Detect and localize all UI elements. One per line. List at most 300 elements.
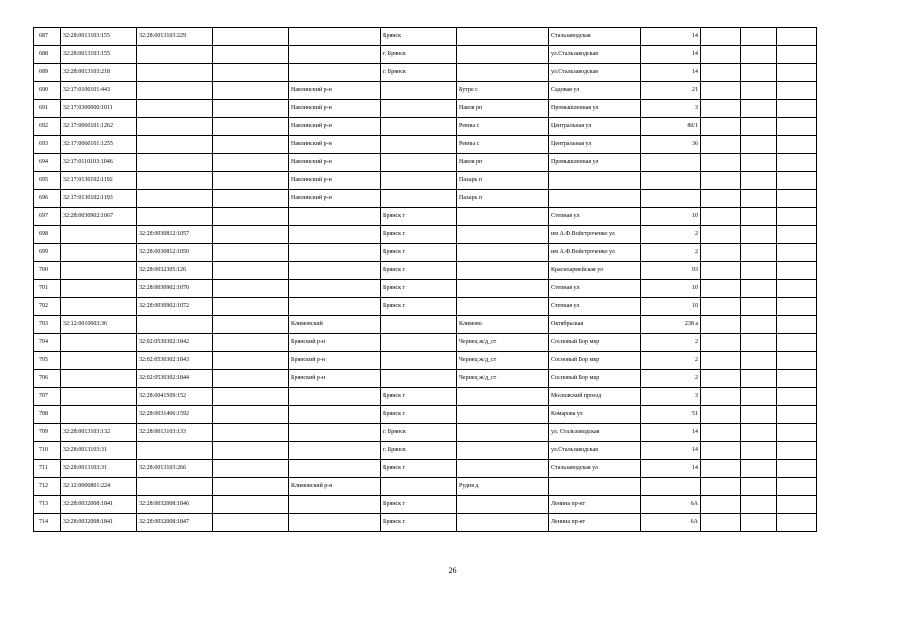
locality-cell: Пахарь п — [457, 172, 549, 190]
house-number-cell: 36 — [641, 136, 701, 154]
table-row — [34, 388, 817, 406]
extra-cell-2 — [741, 262, 777, 280]
cadastral-number-cell: 32:28:0013103:218 — [61, 64, 137, 82]
street-cell: Степная ул — [549, 280, 641, 298]
city-cell: Брянск г — [381, 280, 457, 298]
house-number-cell: 3 — [641, 388, 701, 406]
extra-cell-2 — [741, 478, 777, 496]
locality-cell — [457, 460, 549, 478]
table-row — [34, 334, 817, 352]
row-number-cell: 687 — [34, 28, 61, 46]
district-cell — [289, 262, 381, 280]
extra-cell-3 — [777, 316, 817, 334]
extra-cell-1 — [701, 46, 741, 64]
city-cell — [381, 118, 457, 136]
locality-cell: Ревны с — [457, 136, 549, 154]
cadastral-number-cell — [61, 334, 137, 352]
extra-cell-2 — [741, 316, 777, 334]
cadastral-number-cell: 32:28:0030902:1067 — [61, 208, 137, 226]
locality-cell: Чернец ж/д_ст — [457, 370, 549, 388]
street-cell — [549, 172, 641, 190]
house-number-cell: 6А — [641, 496, 701, 514]
blank-cell — [213, 424, 289, 442]
row-number-cell: 691 — [34, 100, 61, 118]
extra-cell-2 — [741, 154, 777, 172]
related-cadastral-number-cell — [137, 154, 213, 172]
house-number-cell — [641, 478, 701, 496]
table-row — [34, 496, 817, 514]
locality-cell — [457, 442, 549, 460]
extra-cell-2 — [741, 28, 777, 46]
district-cell — [289, 442, 381, 460]
house-number-cell: 14 — [641, 28, 701, 46]
table-row — [34, 406, 817, 424]
row-number-cell: 690 — [34, 82, 61, 100]
city-cell: г. Брянск — [381, 424, 457, 442]
cadastral-number-cell: 32:28:0013103:155 — [61, 46, 137, 64]
blank-cell — [213, 208, 289, 226]
cadastral-number-cell: 32:17:0300000:1011 — [61, 100, 137, 118]
blank-cell — [213, 226, 289, 244]
locality-cell — [457, 280, 549, 298]
locality-cell — [457, 298, 549, 316]
house-number-cell: 10 — [641, 280, 701, 298]
locality-cell — [457, 46, 549, 64]
locality-cell: Навля рп — [457, 154, 549, 172]
related-cadastral-number-cell: 32:28:0030902:1070 — [137, 280, 213, 298]
extra-cell-1 — [701, 280, 741, 298]
district-cell: Климовский р-н — [289, 478, 381, 496]
related-cadastral-number-cell: 32:28:0031406:1592 — [137, 406, 213, 424]
city-cell — [381, 334, 457, 352]
extra-cell-3 — [777, 226, 817, 244]
blank-cell — [213, 352, 289, 370]
district-cell: Навлинский р-н — [289, 154, 381, 172]
extra-cell-3 — [777, 46, 817, 64]
house-number-cell: 6А — [641, 514, 701, 532]
blank-cell — [213, 388, 289, 406]
related-cadastral-number-cell — [137, 118, 213, 136]
extra-cell-1 — [701, 208, 741, 226]
table-row — [34, 460, 817, 478]
street-cell: Московский проезд — [549, 388, 641, 406]
district-cell: Навлинский р-н — [289, 100, 381, 118]
blank-cell — [213, 496, 289, 514]
house-number-cell: 2 — [641, 352, 701, 370]
cadastral-number-cell: 32:12:0010603:36 — [61, 316, 137, 334]
district-cell — [289, 64, 381, 82]
district-cell: Брянский р-н — [289, 370, 381, 388]
extra-cell-3 — [777, 442, 817, 460]
table-row — [34, 442, 817, 460]
district-cell — [289, 460, 381, 478]
extra-cell-3 — [777, 136, 817, 154]
extra-cell-1 — [701, 262, 741, 280]
table-row — [34, 316, 817, 334]
row-number-cell: 698 — [34, 226, 61, 244]
district-cell — [289, 46, 381, 64]
district-cell — [289, 226, 381, 244]
house-number-cell — [641, 172, 701, 190]
city-cell: Брянск г — [381, 496, 457, 514]
extra-cell-1 — [701, 352, 741, 370]
table-row — [34, 64, 817, 82]
locality-cell: Климово — [457, 316, 549, 334]
street-cell: Центральная ул — [549, 118, 641, 136]
related-cadastral-number-cell — [137, 64, 213, 82]
street-cell: Красноармейская ул — [549, 262, 641, 280]
blank-cell — [213, 460, 289, 478]
locality-cell: Рудня д — [457, 478, 549, 496]
related-cadastral-number-cell: 32:28:0013103:229 — [137, 28, 213, 46]
house-number-cell — [641, 190, 701, 208]
cadastral-number-cell: 32:28:0032008:1841 — [61, 514, 137, 532]
extra-cell-2 — [741, 514, 777, 532]
street-cell: Промышленная ул — [549, 154, 641, 172]
extra-cell-2 — [741, 190, 777, 208]
table-row — [34, 46, 817, 64]
row-number-cell: 713 — [34, 496, 61, 514]
cadastral-number-cell — [61, 244, 137, 262]
street-cell: Стальзаводская — [549, 28, 641, 46]
row-number-cell: 705 — [34, 352, 61, 370]
extra-cell-1 — [701, 136, 741, 154]
extra-cell-3 — [777, 514, 817, 532]
locality-cell: Чернец ж/д_ст — [457, 352, 549, 370]
table-row — [34, 100, 817, 118]
street-cell: Промышленная ул — [549, 100, 641, 118]
city-cell: Брянск г — [381, 208, 457, 226]
blank-cell — [213, 64, 289, 82]
district-cell: Навлинский р-н — [289, 118, 381, 136]
locality-cell — [457, 244, 549, 262]
city-cell: Брянск г — [381, 226, 457, 244]
blank-cell — [213, 442, 289, 460]
table-row — [34, 172, 817, 190]
blank-cell — [213, 82, 289, 100]
city-cell: Брянск г — [381, 460, 457, 478]
table-row — [34, 190, 817, 208]
cadastral-number-cell — [61, 280, 137, 298]
house-number-cell: 2 — [641, 244, 701, 262]
extra-cell-1 — [701, 388, 741, 406]
district-cell — [289, 280, 381, 298]
district-cell — [289, 298, 381, 316]
extra-cell-2 — [741, 226, 777, 244]
row-number-cell: 699 — [34, 244, 61, 262]
extra-cell-3 — [777, 154, 817, 172]
extra-cell-3 — [777, 100, 817, 118]
district-cell: Климовский — [289, 316, 381, 334]
table-row — [34, 370, 817, 388]
extra-cell-2 — [741, 46, 777, 64]
table-row — [34, 136, 817, 154]
house-number-cell: 10 — [641, 208, 701, 226]
cadastral-number-cell: 32:28:0013103:31 — [61, 460, 137, 478]
extra-cell-2 — [741, 496, 777, 514]
extra-cell-1 — [701, 442, 741, 460]
locality-cell: Бутре с — [457, 82, 549, 100]
extra-cell-3 — [777, 406, 817, 424]
table-row — [34, 118, 817, 136]
street-cell: Комарова ул — [549, 406, 641, 424]
extra-cell-2 — [741, 208, 777, 226]
cadastral-number-cell: 32:17:0100101:443 — [61, 82, 137, 100]
district-cell: Навлинский р-н — [289, 172, 381, 190]
street-cell: ул.Стальзаводская — [549, 46, 641, 64]
table-row — [34, 208, 817, 226]
table-row — [34, 154, 817, 172]
extra-cell-2 — [741, 298, 777, 316]
extra-cell-1 — [701, 514, 741, 532]
city-cell — [381, 172, 457, 190]
row-number-cell: 704 — [34, 334, 61, 352]
district-cell — [289, 388, 381, 406]
blank-cell — [213, 280, 289, 298]
extra-cell-1 — [701, 154, 741, 172]
related-cadastral-number-cell — [137, 478, 213, 496]
street-cell: Сосновый Бор мкр — [549, 352, 641, 370]
row-number-cell: 697 — [34, 208, 61, 226]
row-number-cell: 695 — [34, 172, 61, 190]
extra-cell-3 — [777, 244, 817, 262]
extra-cell-2 — [741, 280, 777, 298]
table-row — [34, 478, 817, 496]
street-cell: Садовая ул — [549, 82, 641, 100]
row-number-cell: 688 — [34, 46, 61, 64]
cadastral-number-cell — [61, 262, 137, 280]
related-cadastral-number-cell: 32:02:0530302:1842 — [137, 334, 213, 352]
extra-cell-2 — [741, 334, 777, 352]
city-cell: Брянск — [381, 28, 457, 46]
extra-cell-2 — [741, 172, 777, 190]
house-number-cell: 3 — [641, 100, 701, 118]
row-number-cell: 693 — [34, 136, 61, 154]
cadastral-number-cell: 32:17:0130102:1192 — [61, 172, 137, 190]
row-number-cell: 694 — [34, 154, 61, 172]
related-cadastral-number-cell — [137, 208, 213, 226]
locality-cell — [457, 28, 549, 46]
cadastral-number-cell — [61, 352, 137, 370]
extra-cell-1 — [701, 118, 741, 136]
city-cell — [381, 352, 457, 370]
district-cell — [289, 406, 381, 424]
blank-cell — [213, 154, 289, 172]
street-cell: ул. Стальзаводская — [549, 424, 641, 442]
row-number-cell: 708 — [34, 406, 61, 424]
locality-cell — [457, 208, 549, 226]
city-cell — [381, 154, 457, 172]
city-cell — [381, 100, 457, 118]
row-number-cell: 701 — [34, 280, 61, 298]
house-number-cell: 14 — [641, 460, 701, 478]
street-cell — [549, 478, 641, 496]
table-row — [34, 28, 817, 46]
blank-cell — [213, 136, 289, 154]
locality-cell — [457, 496, 549, 514]
district-cell — [289, 424, 381, 442]
house-number-cell: 93 — [641, 262, 701, 280]
locality-cell: Чернец ж/д_ст — [457, 334, 549, 352]
related-cadastral-number-cell: 32:28:0041509:152 — [137, 388, 213, 406]
city-cell — [381, 478, 457, 496]
blank-cell — [213, 514, 289, 532]
related-cadastral-number-cell — [137, 190, 213, 208]
locality-cell — [457, 226, 549, 244]
blank-cell — [213, 262, 289, 280]
locality-cell: Ревны с — [457, 118, 549, 136]
related-cadastral-number-cell: 32:28:0032008:1846 — [137, 496, 213, 514]
table-row — [34, 280, 817, 298]
row-number-cell: 709 — [34, 424, 61, 442]
blank-cell — [213, 406, 289, 424]
extra-cell-1 — [701, 334, 741, 352]
related-cadastral-number-cell — [137, 82, 213, 100]
extra-cell-2 — [741, 136, 777, 154]
district-cell — [289, 208, 381, 226]
house-number-cell: 14 — [641, 64, 701, 82]
table-row — [34, 424, 817, 442]
district-cell: Навлинский р-н — [289, 190, 381, 208]
cadastral-number-cell: 32:28:0032008:1841 — [61, 496, 137, 514]
property-registry-table — [33, 27, 817, 532]
locality-cell — [457, 424, 549, 442]
house-number-cell: 21 — [641, 82, 701, 100]
blank-cell — [213, 370, 289, 388]
street-cell: им А.Ф.Войстроченко ул — [549, 226, 641, 244]
extra-cell-1 — [701, 478, 741, 496]
table-body — [34, 28, 817, 532]
related-cadastral-number-cell — [137, 46, 213, 64]
city-cell: г. Брянск — [381, 442, 457, 460]
cadastral-number-cell: 32:12:0000801:224 — [61, 478, 137, 496]
extra-cell-2 — [741, 460, 777, 478]
city-cell: Брянск г — [381, 514, 457, 532]
house-number-cell: 14 — [641, 442, 701, 460]
extra-cell-3 — [777, 388, 817, 406]
city-cell: Брянск г — [381, 244, 457, 262]
extra-cell-3 — [777, 262, 817, 280]
extra-cell-1 — [701, 496, 741, 514]
row-number-cell: 707 — [34, 388, 61, 406]
extra-cell-1 — [701, 226, 741, 244]
extra-cell-3 — [777, 280, 817, 298]
city-cell: Брянск г — [381, 388, 457, 406]
city-cell — [381, 190, 457, 208]
extra-cell-1 — [701, 82, 741, 100]
street-cell: Центральная ул — [549, 136, 641, 154]
extra-cell-3 — [777, 352, 817, 370]
extra-cell-1 — [701, 316, 741, 334]
extra-cell-1 — [701, 244, 741, 262]
cadastral-number-cell: 32:28:0013103:31 — [61, 442, 137, 460]
house-number-cell: 2 — [641, 370, 701, 388]
row-number-cell: 711 — [34, 460, 61, 478]
extra-cell-1 — [701, 424, 741, 442]
city-cell: Брянск г — [381, 406, 457, 424]
blank-cell — [213, 46, 289, 64]
house-number-cell: 51 — [641, 406, 701, 424]
blank-cell — [213, 244, 289, 262]
related-cadastral-number-cell: 32:02:0530302:1844 — [137, 370, 213, 388]
table-row — [34, 226, 817, 244]
extra-cell-2 — [741, 100, 777, 118]
row-number-cell: 696 — [34, 190, 61, 208]
cadastral-number-cell — [61, 298, 137, 316]
house-number-cell: 238 а — [641, 316, 701, 334]
related-cadastral-number-cell: 32:02:0530302:1843 — [137, 352, 213, 370]
locality-cell: Пахарь п — [457, 190, 549, 208]
blank-cell — [213, 172, 289, 190]
city-cell: г. Брянск — [381, 46, 457, 64]
locality-cell — [457, 388, 549, 406]
table-row — [34, 244, 817, 262]
related-cadastral-number-cell — [137, 316, 213, 334]
blank-cell — [213, 100, 289, 118]
extra-cell-3 — [777, 298, 817, 316]
table-row — [34, 352, 817, 370]
city-cell: г. Брянск — [381, 64, 457, 82]
extra-cell-3 — [777, 496, 817, 514]
house-number-cell: 2 — [641, 334, 701, 352]
related-cadastral-number-cell: 32:28:0030812:1050 — [137, 244, 213, 262]
blank-cell — [213, 334, 289, 352]
row-number-cell: 702 — [34, 298, 61, 316]
related-cadastral-number-cell: 32:28:0030902:1072 — [137, 298, 213, 316]
cadastral-number-cell — [61, 226, 137, 244]
house-number-cell: 2 — [641, 226, 701, 244]
extra-cell-2 — [741, 388, 777, 406]
table-row — [34, 514, 817, 532]
cadastral-number-cell — [61, 370, 137, 388]
cadastral-number-cell — [61, 388, 137, 406]
row-number-cell: 706 — [34, 370, 61, 388]
extra-cell-3 — [777, 460, 817, 478]
extra-cell-1 — [701, 190, 741, 208]
related-cadastral-number-cell — [137, 136, 213, 154]
row-number-cell: 692 — [34, 118, 61, 136]
street-cell: Степная ул — [549, 208, 641, 226]
city-cell: Брянск г — [381, 298, 457, 316]
street-cell: Сосновый Бор мкр — [549, 334, 641, 352]
extra-cell-3 — [777, 28, 817, 46]
street-cell: Ленина пр-кт — [549, 496, 641, 514]
extra-cell-3 — [777, 334, 817, 352]
extra-cell-3 — [777, 208, 817, 226]
extra-cell-2 — [741, 244, 777, 262]
city-cell — [381, 370, 457, 388]
row-number-cell: 714 — [34, 514, 61, 532]
city-cell — [381, 136, 457, 154]
locality-cell — [457, 406, 549, 424]
extra-cell-1 — [701, 64, 741, 82]
locality-cell — [457, 262, 549, 280]
city-cell — [381, 316, 457, 334]
extra-cell-2 — [741, 64, 777, 82]
street-cell: ул.Стальзаводская — [549, 64, 641, 82]
row-number-cell: 689 — [34, 64, 61, 82]
extra-cell-1 — [701, 172, 741, 190]
blank-cell — [213, 478, 289, 496]
district-cell — [289, 244, 381, 262]
street-cell: Стальзаводская ул — [549, 460, 641, 478]
cadastral-number-cell: 32:17:0110103:1046 — [61, 154, 137, 172]
cadastral-number-cell: 32:17:0060101:1255 — [61, 136, 137, 154]
blank-cell — [213, 118, 289, 136]
cadastral-number-cell: 32:28:0013103:155 — [61, 28, 137, 46]
related-cadastral-number-cell — [137, 172, 213, 190]
table-row — [34, 262, 817, 280]
